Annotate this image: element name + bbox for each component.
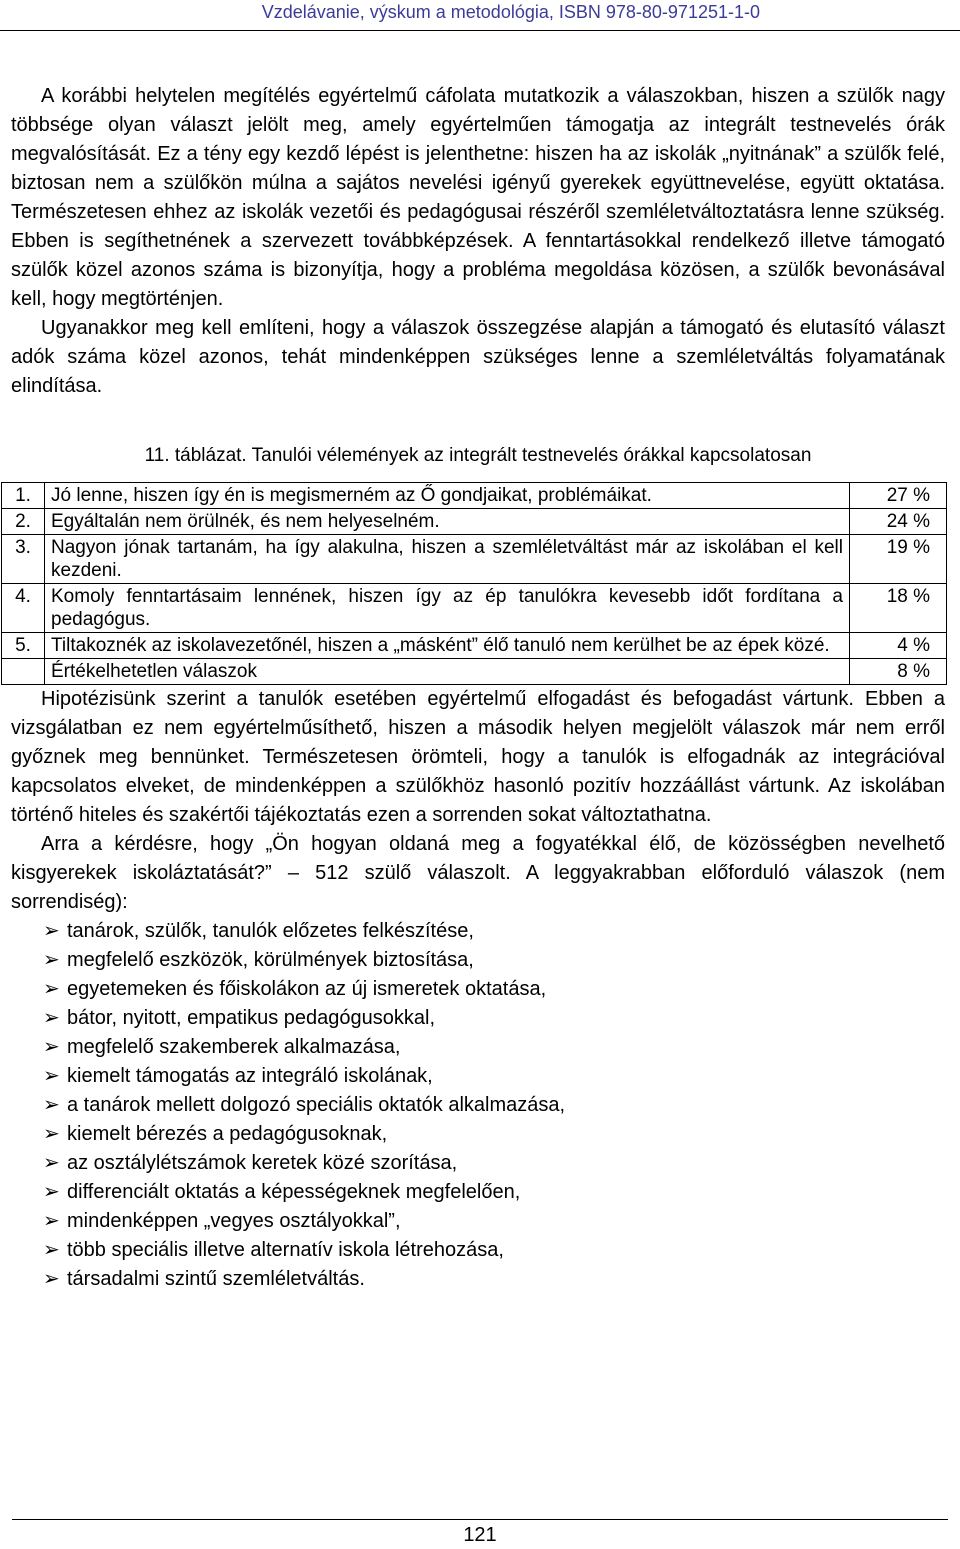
- row-percent: 27 %: [850, 483, 947, 509]
- paragraph: Hipotézisünk szerint a tanulók esetében egyértelmű elfogadást és befogadást vártunk. Ebben a vizsgálatban ez nem egyértelműsíthető, hiszen a második helyen megjelölt válaszok már nem erről győznek meg bennünket. Természetesen örömteli, hogy a tanulók is elfogadnák az integrációval kapcsolatos elveket, de mindenképpen a szülőkhöz hasonló pozitív hozzáállást vártunk. Az iskolában történő hiteles és szakértői tájékoztatás ezen a sorrenden sokat változtathatna.: [11, 688, 945, 826]
- page-content: [11, 82, 945, 1294]
- arrow-bullet-icon: ➢: [43, 1181, 60, 1203]
- arrow-bullet-icon: ➢: [43, 949, 60, 971]
- list-item-text: mindenképpen „vegyes osztályokkal”,: [67, 1210, 401, 1232]
- list-item: [43, 1091, 945, 1120]
- footer-divider: [12, 1519, 948, 1520]
- row-percent: 24 %: [850, 509, 947, 535]
- list-item-text: egyetemeken és főiskolákon az új ismeretek oktatása,: [67, 978, 547, 1000]
- row-text: Tiltakoznék az iskolavezetőnél, hiszen a „másként” élő tanuló nem kerülhet be az épek közé.: [45, 633, 850, 659]
- list-item: [43, 946, 945, 975]
- list-item: [43, 975, 945, 1004]
- arrow-bullet-icon: ➢: [43, 1239, 60, 1261]
- page-header: [0, 0, 960, 31]
- table-row: [2, 659, 947, 685]
- arrow-bullet-icon: ➢: [43, 1094, 60, 1116]
- table-row: [2, 483, 947, 509]
- paragraph: Arra a kérdésre, hogy „Ön hogyan oldaná meg a fogyatékkal élő, de közösségben nevelhető kisgyerekek iskoláztatását?” – 512 szülő válaszolt. A leggyakrabban előforduló válaszok (nem sorrendiség):: [11, 833, 945, 913]
- header-title: Vzdelávanie, výskum a metodológia, ISBN 978-80-971251-1-0: [261, 2, 760, 22]
- list-item-text: társadalmi szintű szemléletváltás.: [67, 1268, 365, 1290]
- list-item: [43, 1120, 945, 1149]
- list-item-text: tanárok, szülők, tanulók előzetes felkészítése,: [67, 920, 474, 942]
- list-item: [43, 1062, 945, 1091]
- row-text: Nagyon jónak tartanám, ha így alakulna, hiszen a szemléletváltást már az iskolában el kell kezdeni.: [45, 535, 850, 584]
- list-item: [43, 1033, 945, 1062]
- row-percent: 18 %: [850, 584, 947, 633]
- row-number: 2.: [2, 509, 45, 535]
- arrow-bullet-icon: ➢: [43, 978, 60, 1000]
- list-item: [43, 1207, 945, 1236]
- list-item-text: differenciált oktatás a képességeknek megfelelően,: [67, 1181, 521, 1203]
- arrow-bullet-icon: ➢: [43, 1007, 60, 1029]
- list-item-text: kiemelt támogatás az integráló iskolának,: [67, 1065, 433, 1087]
- list-item-text: több speciális illetve alternatív iskola létrehozása,: [67, 1239, 504, 1261]
- row-text: Egyáltalán nem örülnék, és nem helyeselném.: [45, 509, 850, 535]
- table-row: [2, 633, 947, 659]
- row-number: 1.: [2, 483, 45, 509]
- arrow-bullet-icon: ➢: [43, 1210, 60, 1232]
- paragraph: A korábbi helytelen megítélés egyértelmű cáfolata mutatkozik a válaszokban, hiszen a szülők nagy többsége olyan választ jelölt meg, amely egyértelműen támogatja az integrált testnevelés órák megvalósítását. Ez a tény egy kezdő lépést is jelenthetne: hiszen ha az iskolák „nyitnának” a szülők felé, biztosan nem a szülőkön múlna a sajátos nevelési igényű gyerekek együttnevelése, együtt oktatása. Természetesen ehhez az iskolák vezetői és pedagógusai részéről szemléletváltoztatásra lenne szükség. Ebben is segíthetnének a szervezett továbbképzések. A fenntartásokkal rendelkező illetve támogató szülők közel azonos száma is bizonyítja, hogy a probléma megoldása közösen, a szülők bevonásával kell, hogy megtörténjen.: [11, 85, 945, 310]
- row-percent: 8 %: [850, 659, 947, 685]
- responses-table: [1, 482, 947, 685]
- list-item: [43, 1004, 945, 1033]
- row-text: Értékelhetetlen válaszok: [45, 659, 850, 685]
- paragraph: Ugyanakkor meg kell említeni, hogy a válaszok összegzése alapján a támogató és elutasító választ adók száma közel azonos, tehát mindenképpen szükséges lenne a szemléletváltás folyamatának elindítása.: [11, 317, 945, 397]
- list-item: [43, 1178, 945, 1207]
- row-percent: 19 %: [850, 535, 947, 584]
- arrow-bullet-icon: ➢: [43, 1123, 60, 1145]
- list-item-text: az osztálylétszámok keretek közé szorítása,: [67, 1152, 458, 1174]
- table-row: [2, 535, 947, 584]
- list-item: [43, 1236, 945, 1265]
- list-item-text: megfelelő szakemberek alkalmazása,: [67, 1036, 401, 1058]
- page-number: 121: [463, 1524, 497, 1546]
- row-percent: 4 %: [850, 633, 947, 659]
- row-number: 4.: [2, 584, 45, 633]
- row-text: Komoly fenntartásaim lennének, hiszen így az ép tanulókra kevesebb időt fordítana a pedagógus.: [45, 584, 850, 633]
- row-number: 5.: [2, 633, 45, 659]
- list-item: [43, 917, 945, 946]
- row-text: Jó lenne, hiszen így én is megismerném az Ő gondjaikat, problémáikat.: [45, 483, 850, 509]
- list-item: [43, 1265, 945, 1294]
- arrow-bullet-icon: ➢: [43, 1152, 60, 1174]
- table-caption: 11. táblázat. Tanulói vélemények az integrált testnevelés órákkal kapcsolatosan: [144, 445, 812, 466]
- list-item-text: bátor, nyitott, empatikus pedagógusokkal,: [67, 1007, 436, 1029]
- list-item-text: megfelelő eszközök, körülmények biztosítása,: [67, 949, 474, 971]
- list-item-text: a tanárok mellett dolgozó speciális oktatók alkalmazása,: [67, 1094, 566, 1116]
- arrow-bullet-icon: ➢: [43, 1036, 60, 1058]
- arrow-bullet-icon: ➢: [43, 1065, 60, 1087]
- table-row: [2, 509, 947, 535]
- list-item-text: kiemelt bérezés a pedagógusoknak,: [67, 1123, 388, 1145]
- answer-list: [11, 917, 945, 1294]
- arrow-bullet-icon: ➢: [43, 920, 60, 942]
- list-item: [43, 1149, 945, 1178]
- table-row: [2, 584, 947, 633]
- row-number: [2, 659, 45, 685]
- row-number: 3.: [2, 535, 45, 584]
- arrow-bullet-icon: ➢: [43, 1268, 60, 1290]
